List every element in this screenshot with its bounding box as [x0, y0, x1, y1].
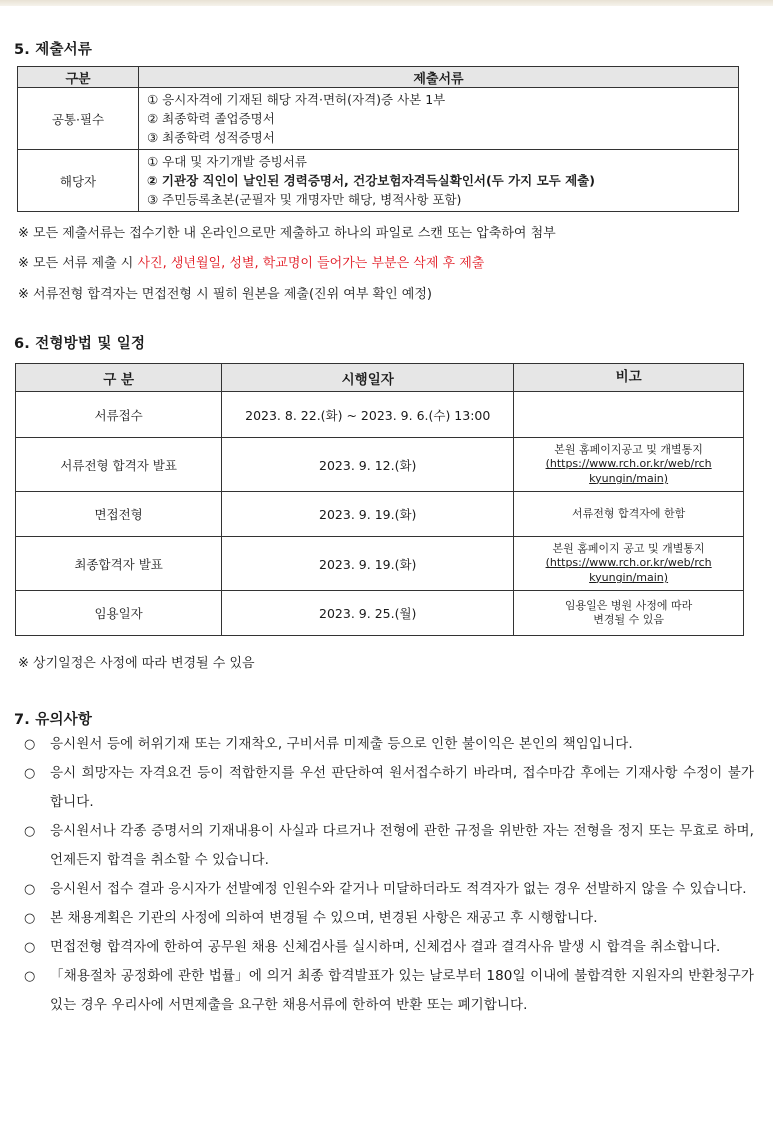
list-item	[24, 730, 754, 759]
stage-cell: 최종합격자 발표	[16, 537, 222, 591]
document-item: ③ 주민등록초본(군필자 및 개명자만 해당, 병적사항 포함)	[147, 192, 462, 207]
bullet-circle: ○	[24, 911, 36, 926]
list-item	[24, 904, 754, 933]
homepage-link[interactable]: (https://www.rch.or.kr/web/rch	[545, 556, 712, 570]
table-row	[18, 88, 739, 150]
documents-table	[17, 66, 739, 212]
date-cell: 2023. 9. 12.(화)	[222, 438, 514, 492]
list-item-text: 응시 희망자는 자격요건 등이 적합한지를 우선 판단하여 원서접수하기 바라며, 접수마감 후에는 기재사항 수정이 불가합니다.	[50, 765, 754, 810]
list-item-text: 응시원서 등에 허위기재 또는 기재착오, 구비서류 미제출 등으로 인한 불이익은 본인의 책임입니다.	[50, 736, 633, 752]
bullet-circle: ○	[24, 969, 36, 984]
top-edge-strip	[0, 0, 773, 6]
section7-title: 7. 유의사항	[14, 712, 93, 728]
list-item-text: 면접전형 합격자에 한하여 공무원 채용 신체검사를 실시하며, 신체검사 결과 결격사유 발생 시 합격을 취소합니다.	[50, 939, 721, 955]
remark-cell	[514, 591, 744, 636]
note-online-submit: ※ 모든 제출서류는 접수기한 내 온라인으로만 제출하고 하나의 파일로 스캔 또는 압축하여 첨부	[18, 226, 556, 241]
list-item-text: 응시원서나 각종 증명서의 기재내용이 사실과 다르거나 전형에 관한 규정을 위반한 자는 전형을 정지 또는 무효로 하며, 언제든지 합격을 취소할 수 있습니다.	[50, 823, 754, 868]
document-item: ① 응시자격에 기재된 해당 자격·면허(자격)증 사본 1부	[147, 92, 446, 107]
list-item-text: 「채용절차 공정화에 관한 법률」에 의거 최종 합격발표가 있는 날로부터 180일 이내에 불합격한 지원자의 반환청구가 있는 경우 우리사에 서면제출을 요구한 채용서류에 한하여 반환 또는 폐기합니다.	[50, 968, 754, 1013]
table-row	[16, 537, 744, 591]
remark-text: 임용일은 병원 사정에 따라	[564, 598, 693, 612]
date-cell: 2023. 9. 25.(월)	[222, 591, 514, 636]
bullet-circle: ○	[24, 882, 36, 897]
homepage-link-cont[interactable]: kyungin/main)	[589, 570, 669, 584]
date-cell: 2023. 8. 22.(화) ~ 2023. 9. 6.(수) 13:00	[222, 392, 514, 438]
list-item	[24, 962, 754, 1020]
stage-cell: 서류접수	[16, 392, 222, 438]
header-category: 구분	[18, 67, 139, 88]
precautions-list	[24, 730, 754, 1020]
list-item	[24, 817, 754, 875]
document-item: ③ 최종학력 성적증명서	[147, 130, 275, 145]
category-applicable: 해당자	[18, 150, 139, 212]
remark-cell	[514, 392, 744, 438]
schedule-table-header	[16, 364, 744, 392]
schedule-note: ※ 상기일정은 사정에 따라 변경될 수 있음	[18, 656, 255, 671]
note-remove-personal-info	[18, 252, 484, 271]
date-cell: 2023. 9. 19.(화)	[222, 492, 514, 537]
header-date: 시행일자	[222, 364, 514, 392]
homepage-link[interactable]: (https://www.rch.or.kr/web/rch	[545, 457, 712, 471]
document-list	[139, 150, 739, 212]
remark-text-cont: 변경될 수 있음	[593, 613, 664, 626]
header-documents: 제출서류	[139, 67, 739, 88]
remark-text: 본원 홈페이지 공고 및 개별통지	[552, 541, 705, 555]
document-item: ② 기관장 직인이 날인된 경력증명서, 건강보험자격득실확인서(두 가지 모두 제출)	[147, 173, 595, 188]
document-list	[139, 88, 739, 150]
table-row	[16, 492, 744, 537]
date-cell: 2023. 9. 19.(화)	[222, 537, 514, 591]
note-originals: ※ 서류전형 합격자는 면접전형 시 필히 원본을 제출(진위 여부 확인 예정)	[18, 287, 432, 302]
bullet-circle: ○	[24, 824, 36, 839]
stage-cell: 임용일자	[16, 591, 222, 636]
schedule-table	[15, 363, 744, 636]
header-remark: 비고	[514, 364, 744, 392]
stage-cell: 서류전형 합격자 발표	[16, 438, 222, 492]
section6-title: 6. 전형방법 및 일정	[14, 336, 146, 352]
list-item	[24, 759, 754, 817]
bullet-circle: ○	[24, 737, 36, 752]
header-stage: 구 분	[16, 364, 222, 392]
stage-cell: 면접전형	[16, 492, 222, 537]
table-row	[18, 150, 739, 212]
document-item: ① 우대 및 자기개발 증빙서류	[147, 154, 307, 169]
list-item-text: 본 채용계획은 기관의 사정에 의하여 변경될 수 있으며, 변경된 사항은 재공고 후 시행합니다.	[50, 910, 598, 926]
documents-table-header	[18, 67, 739, 88]
table-row	[16, 438, 744, 492]
remark-cell: 서류전형 합격자에 한함	[514, 492, 744, 537]
list-item	[24, 933, 754, 962]
note-red-text: 사진, 생년월일, 성별, 학교명이 들어가는 부분은 삭제 후 제출	[137, 256, 485, 271]
category-common: 공통·필수	[18, 88, 139, 150]
bullet-circle: ○	[24, 766, 36, 781]
table-row	[16, 392, 744, 438]
list-item-text: 응시원서 접수 결과 응시자가 선발예정 인원수와 같거나 미달하더라도 적격자가 없는 경우 선발하지 않을 수 있습니다.	[50, 881, 747, 897]
remark-cell	[514, 537, 744, 591]
note-prefix: ※ 모든 서류 제출 시	[18, 256, 138, 271]
bullet-circle: ○	[24, 940, 36, 955]
homepage-link-cont[interactable]: kyungin/main)	[589, 471, 669, 485]
section5-title: 5. 제출서류	[14, 42, 93, 58]
table-row	[16, 591, 744, 636]
list-item	[24, 875, 754, 904]
document-item: ② 최종학력 졸업증명서	[147, 111, 275, 126]
remark-text: 본원 홈페이지공고 및 개별통지	[554, 442, 703, 456]
remark-cell	[514, 438, 744, 492]
